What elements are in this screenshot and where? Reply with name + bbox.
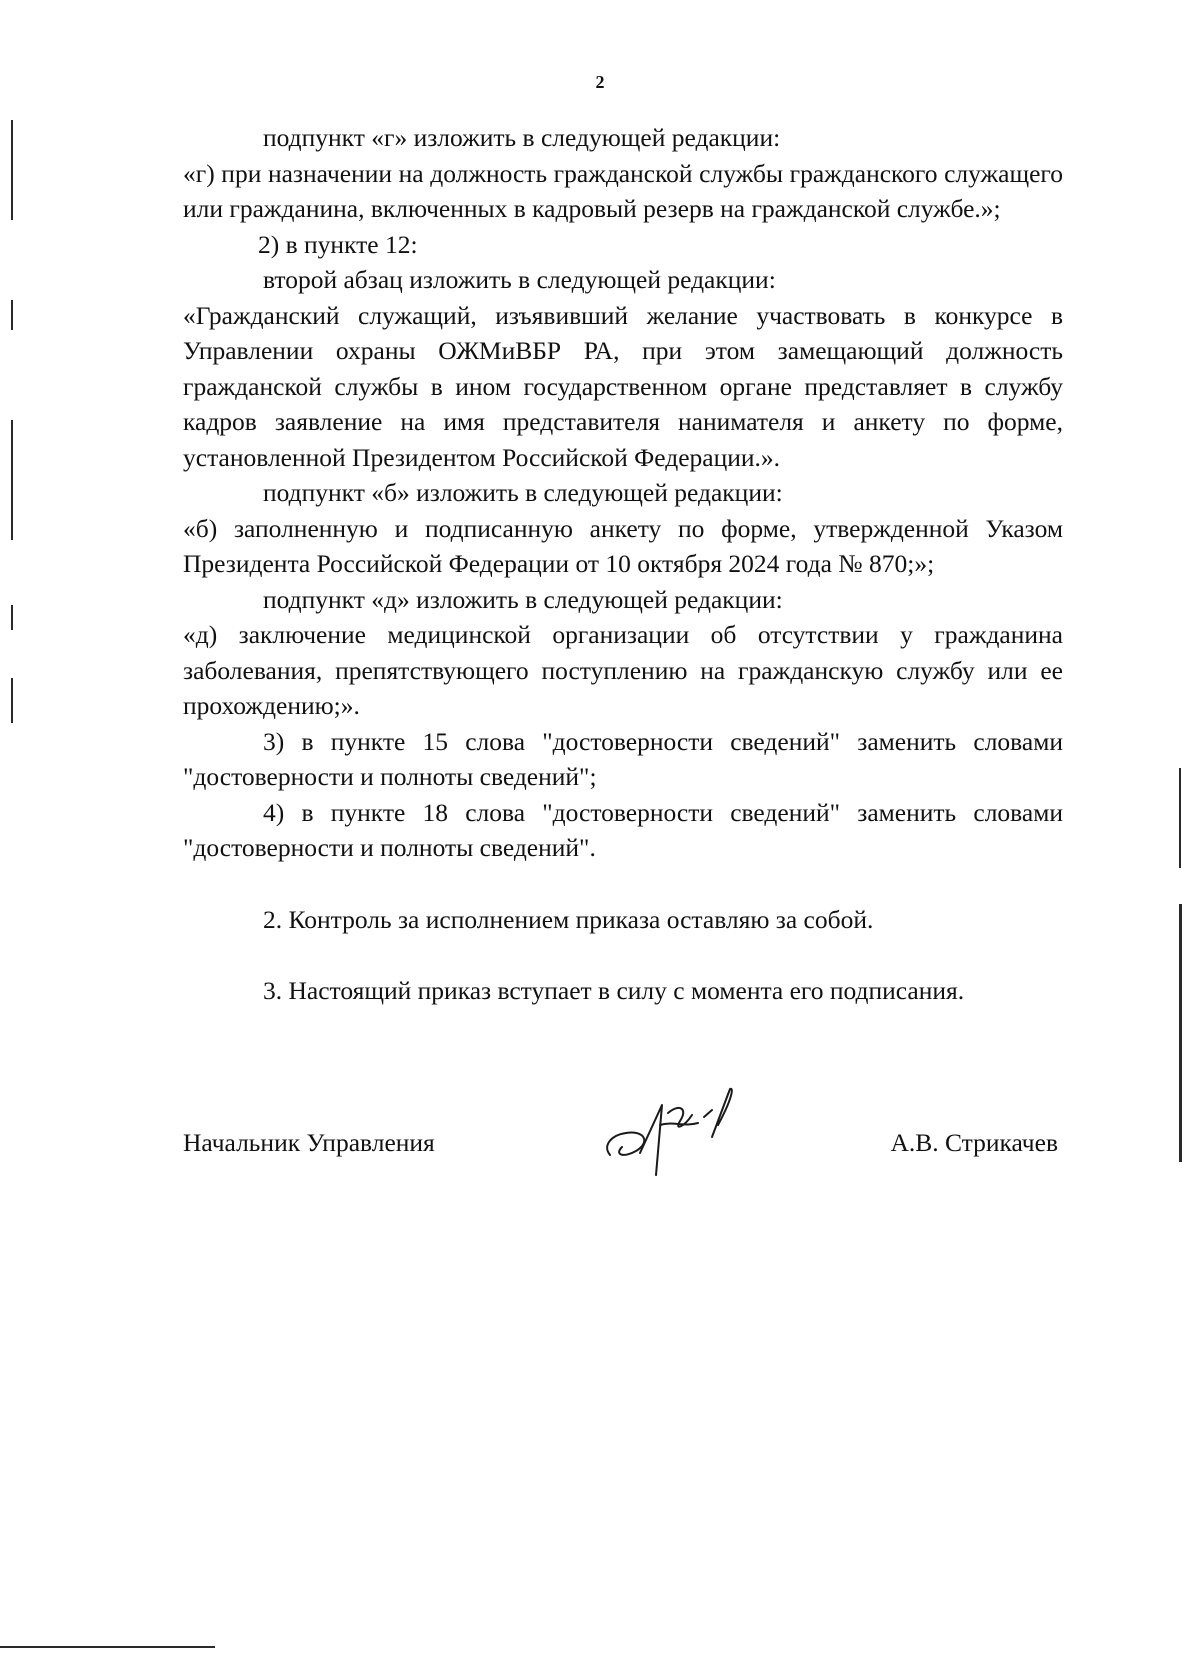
paragraph: «б) заполненную и подписанную анкету по форме, утвержденной Указом Президента Российской Федерации от 10 октября 2024 года № 870;»;: [183, 513, 1063, 578]
paragraph: второй абзац изложить в следующей редакции:: [263, 265, 776, 294]
paragraph: подпункт «г» изложить в следующей редакции:: [263, 123, 781, 152]
scan-edge-mark: [11, 605, 13, 630]
clause: 3. Настоящий приказ вступает в силу с момента его подписания.: [263, 976, 965, 1005]
handwritten-signature: [600, 1085, 750, 1180]
clause: 2. Контроль за исполнением приказа оставляю за собой.: [263, 904, 874, 934]
scan-edge-mark: [11, 120, 13, 220]
signatory-name: А.В. Стрикачев: [890, 1128, 1058, 1157]
paragraph: 4) в пункте 18 слова "достоверности сведений" заменить словами "достоверности и полноты сведений".: [183, 797, 1063, 862]
paragraph: «Гражданский служащий, изъявивший желание участвовать в конкурсе в Управлении охраны ОЖМиВБР РА, при этом замещающий должность гражданской службы в ином государственном органе представляет в службу кадров заявление на имя представителя нанимателя и анкету по форме, установленной Президентом Российской Федерации.».: [183, 300, 1063, 472]
scan-edge-mark: [11, 420, 13, 540]
page-number: 2: [595, 72, 605, 92]
signatory-title: Начальник Управления: [183, 1128, 435, 1157]
scan-edge-mark: [11, 678, 13, 723]
paragraph: «д) заключение медицинской организации об отсутствии у гражданина заболевания, препятствующего поступлению на гражданскую службу или ее прохождению;».: [183, 620, 1063, 720]
document-body: [183, 120, 1063, 1009]
paragraph: подпункт «б» изложить в следующей редакции:: [263, 478, 783, 507]
scan-edge-mark: [1179, 768, 1181, 868]
paragraph: 3) в пункте 15 слова "достоверности сведений" заменить словами "достоверности и полноты сведений";: [183, 726, 1063, 791]
paragraph: «г) при назначении на должность гражданской службы гражданского служащего или гражданина, включенных в кадровый резерв на гражданской службе.»;: [183, 158, 1063, 223]
scan-edge-mark: [1179, 904, 1182, 1162]
scan-edge-mark: [0, 1646, 215, 1648]
scan-edge-mark: [11, 300, 13, 330]
paragraph: подпункт «д» изложить в следующей редакции:: [263, 584, 783, 614]
paragraph: 2) в пункте 12:: [258, 229, 418, 259]
